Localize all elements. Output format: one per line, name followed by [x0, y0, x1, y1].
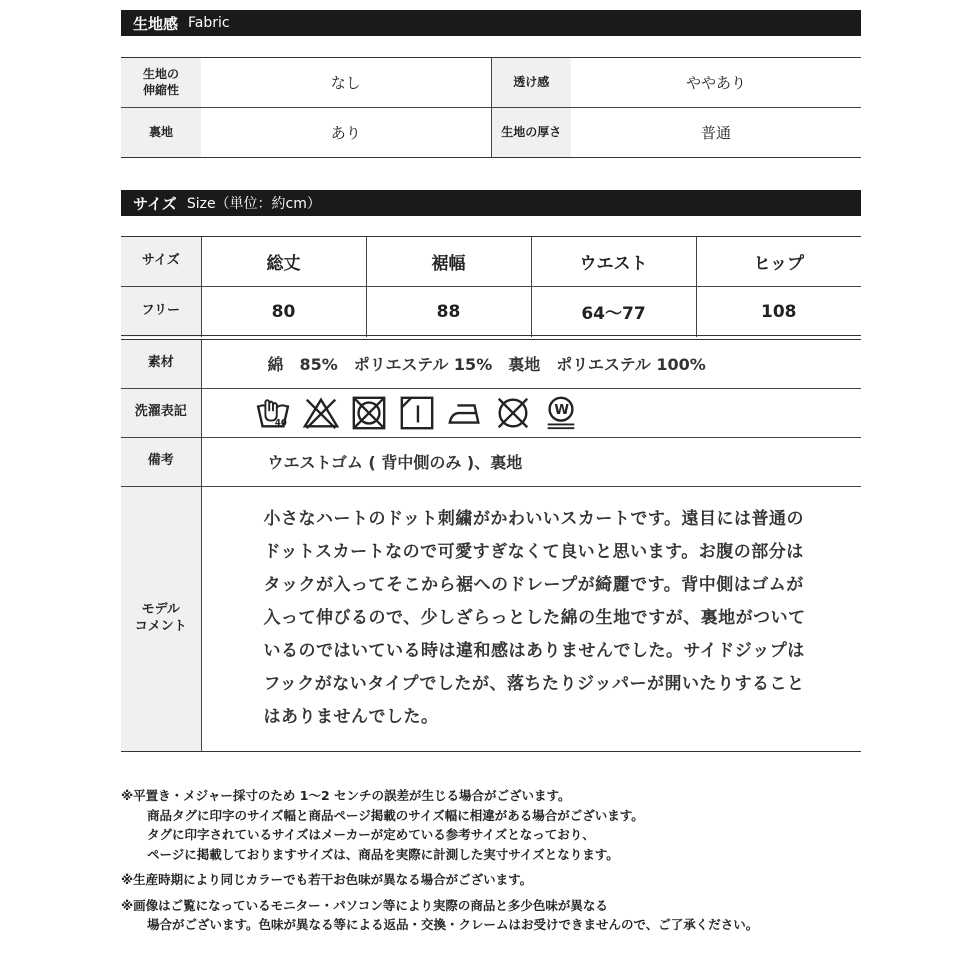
no-bleach-icon	[302, 394, 340, 432]
size-hip-value: 108	[696, 287, 861, 337]
thickness-label: 生地の厚さ	[491, 108, 571, 158]
thickness-value: 普通	[571, 108, 861, 158]
size-title-en: Size（単位：約cm）	[186, 196, 321, 212]
fabric-title-en: Fabric	[188, 15, 230, 31]
care-icons	[254, 394, 862, 432]
size-table	[121, 236, 861, 337]
detail-table	[121, 340, 861, 752]
comment-line: ドットスカートなので可愛すぎなくて良いと思います。お腹の部分は	[263, 542, 804, 562]
line-dry-shade-icon	[398, 394, 436, 432]
table-row	[121, 58, 861, 108]
comment-line: いるのではいている時は違和感はありませんでした。サイドジップは	[263, 641, 805, 661]
fabric-table	[121, 57, 861, 158]
table-row	[121, 388, 861, 437]
table-row	[121, 486, 861, 751]
table-row	[121, 237, 861, 287]
size-free: フリー	[121, 287, 201, 337]
sheerness-label: 透け感	[491, 58, 571, 108]
material-value: 綿 85% ポリエステル 15% 裏地 ポリエステル 100%	[267, 355, 706, 375]
comment-text	[201, 486, 861, 751]
note-line: ※生産時期により同じカラーでも若干お色味が異なる場合がございます。	[121, 872, 533, 887]
table-row	[121, 340, 861, 388]
stretch-label: 生地の 伸縮性	[121, 58, 201, 108]
material-label: 素材	[121, 340, 201, 388]
lining-label: 裏地	[121, 108, 201, 158]
size-section-header	[121, 190, 861, 216]
note-line: タグに印字されているサイズはメーカーが定めている参考サイズとなっており、	[147, 827, 595, 842]
size-header-size: サイズ	[121, 237, 201, 287]
fabric-section-header	[121, 10, 861, 36]
size-header-hip: ヒップ	[696, 237, 861, 287]
size-header-length: 総丈	[201, 237, 366, 287]
care-icons-cell	[201, 388, 861, 437]
size-length-value: 80	[201, 287, 366, 337]
iron-icon	[446, 394, 484, 432]
size-header-waist: ウエスト	[531, 237, 696, 287]
size-title-jp: サイズ	[133, 194, 177, 213]
stretch-value: なし	[330, 74, 361, 92]
table-row	[121, 108, 861, 158]
hand-wash-icon	[254, 394, 292, 432]
svg-text:40: 40	[274, 417, 287, 428]
table-row	[121, 437, 861, 486]
comment-line: フックがないタイプでしたが、落ちたりジッパーが開いたりすること	[263, 674, 805, 694]
sheerness-value: ややあり	[685, 74, 746, 92]
notes	[121, 786, 881, 935]
remarks-label: 備考	[121, 437, 201, 486]
comment-label: モデル コメント	[121, 486, 201, 751]
size-hem-value: 88	[366, 287, 531, 337]
table-row	[121, 287, 861, 337]
size-header-hem: 裾幅	[366, 237, 531, 287]
care-label: 洗濯表記	[121, 388, 201, 437]
comment-line: タックが入ってそこから裾へのドレープが綺麗です。背中側はゴムが	[263, 575, 804, 595]
lining-value: あり	[201, 108, 491, 158]
note-line: ※平置き・メジャー採寸のため 1〜2 センチの誤差が生じる場合がございます。	[121, 788, 571, 803]
comment-line: 入って伸びるので、少しざらっとした綿の生地ですが、裏地がついて	[263, 608, 806, 628]
comment-line: 小さなハートのドット刺繍がかわいいスカートです。遠目には普通の	[263, 509, 804, 529]
note-line: ※画像はご覧になっているモニター・パソコン等により実際の商品と多少色味が異なる	[121, 897, 608, 913]
no-tumble-dry-icon	[350, 394, 388, 432]
note-line: 場合がございます。色味が異なる等による返品・交換・クレームはお受けできませんので、ご了承ください。	[147, 917, 759, 932]
remarks-value: ウエストゴム ( 背中側のみ )、裏地	[201, 437, 861, 486]
note-line: ページに掲載しておりますサイズは、商品を実際に計測した実寸サイズとなります。	[147, 846, 619, 862]
fabric-title-jp: 生地感	[133, 14, 179, 33]
wet-clean-icon	[542, 394, 580, 432]
svg-text:W: W	[553, 402, 569, 418]
note-line: 商品タグに印字のサイズ幅と商品ページ掲載のサイズ幅に相違がある場合がございます。	[147, 807, 644, 823]
comment-line: はありませんでした。	[263, 707, 439, 727]
no-dry-clean-icon	[494, 394, 532, 432]
size-waist-value: 64〜77	[531, 287, 696, 337]
